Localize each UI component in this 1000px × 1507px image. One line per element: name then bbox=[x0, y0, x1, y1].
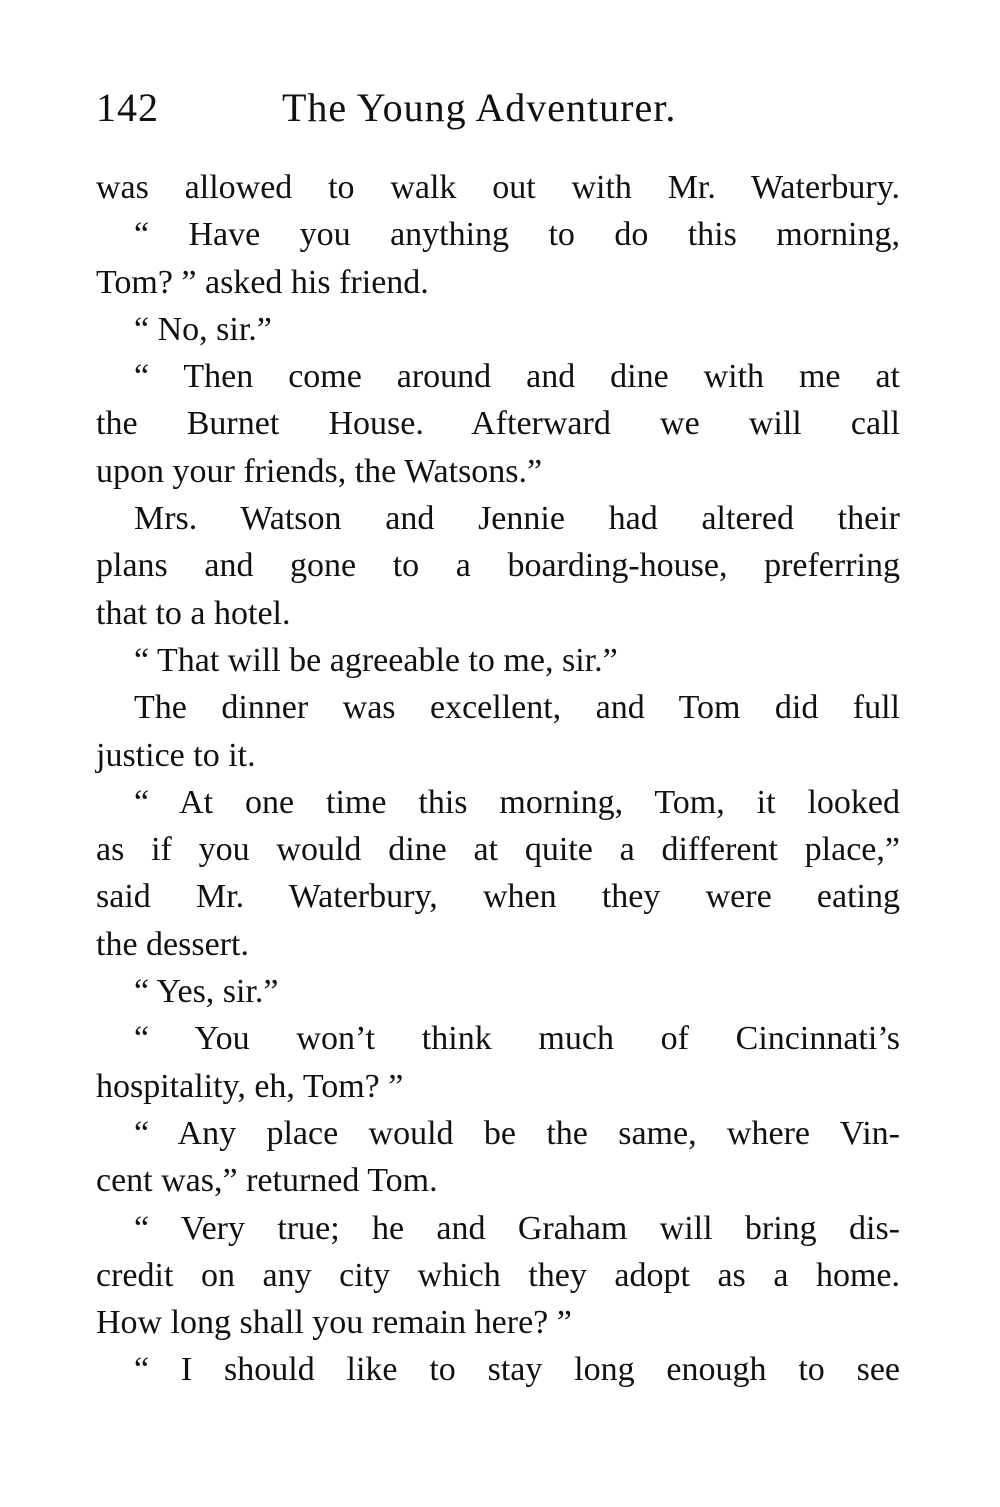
running-head bbox=[96, 80, 900, 136]
text-line: “ At one time this morning, Tom, it looked bbox=[134, 783, 900, 821]
text-line: plans and gone to a boarding-house, preferring bbox=[96, 547, 900, 585]
text-line: upon your friends, the Watsons.” bbox=[96, 452, 543, 490]
text-line: “ I should like to stay long enough to see bbox=[134, 1351, 900, 1389]
text-line: “ Very true; he and Graham will bring dis- bbox=[134, 1209, 900, 1247]
text-line: was allowed to walk out with Mr. Waterbury. bbox=[96, 169, 900, 206]
page-number: 142 bbox=[96, 85, 159, 130]
text-line: said Mr. Waterbury, when they were eating bbox=[96, 878, 900, 916]
text-line: “ Have you anything to do this morning, bbox=[134, 216, 900, 254]
text-line: “ Yes, sir.” bbox=[134, 973, 279, 1011]
text-line: “ That will be agreeable to me, sir.” bbox=[134, 641, 618, 679]
text-line: hospitality, eh, Tom? ” bbox=[96, 1067, 404, 1105]
text-line: “ You won’t think much of Cincinnati’s bbox=[134, 1020, 900, 1058]
text-line: How long shall you remain here? ” bbox=[96, 1304, 572, 1342]
text-line: justice to it. bbox=[96, 736, 256, 774]
text-line: Mrs. Watson and Jennie had altered their bbox=[134, 500, 900, 538]
text-line: that to a hotel. bbox=[96, 594, 291, 632]
text-line: the dessert. bbox=[96, 925, 249, 963]
text-line: Tom? ” asked his friend. bbox=[96, 263, 429, 301]
text-line: credit on any city which they adopt as a home. bbox=[96, 1256, 900, 1294]
text-line: cent was,” returned Tom. bbox=[96, 1162, 438, 1200]
text-line: “ Any place would be the same, where Vin- bbox=[134, 1114, 900, 1152]
text-line: as if you would dine at quite a different place,” bbox=[96, 831, 900, 869]
text-line: The dinner was excellent, and Tom did full bbox=[134, 689, 900, 727]
running-title: The Young Adventurer. bbox=[282, 85, 677, 130]
body-text bbox=[96, 164, 900, 1394]
text-line: “ No, sir.” bbox=[134, 310, 272, 348]
text-line: the Burnet House. Afterward we will call bbox=[96, 405, 900, 443]
text-line: “ Then come around and dine with me at bbox=[134, 358, 900, 396]
